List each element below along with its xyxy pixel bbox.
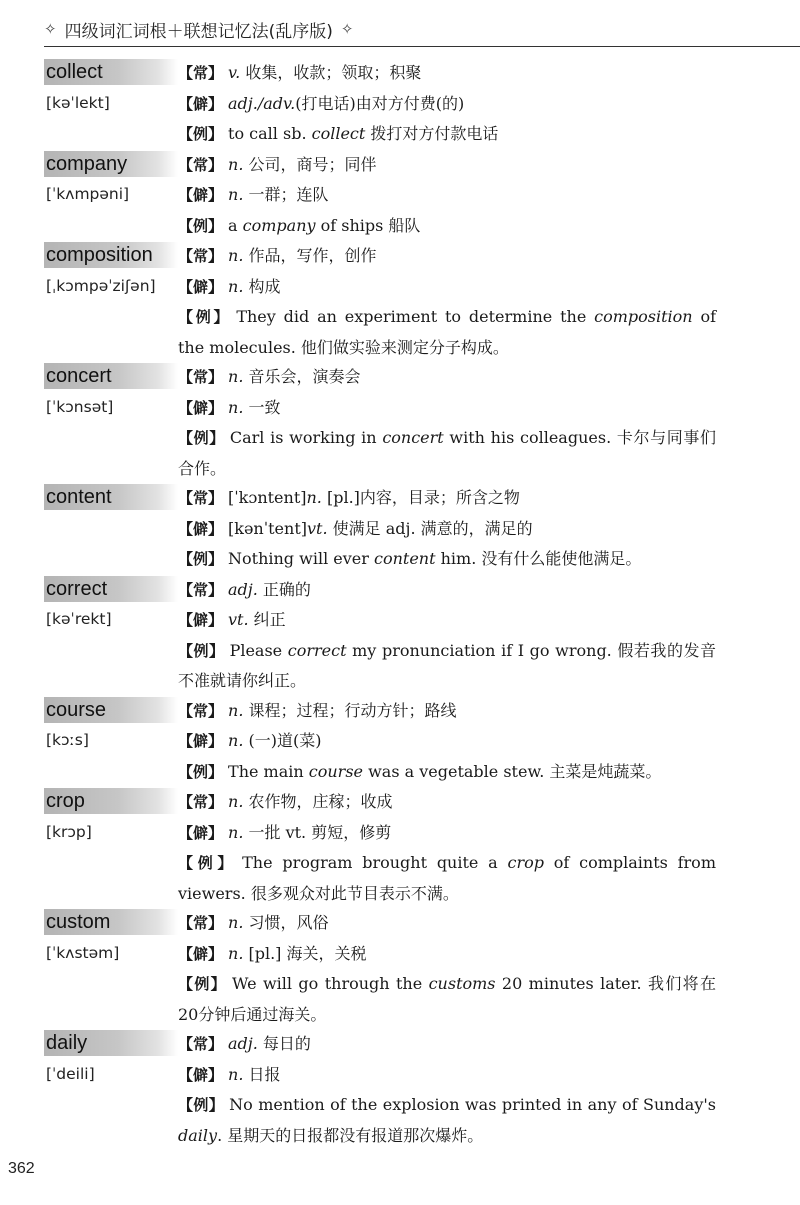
- example-line: [44, 1090, 716, 1150]
- phonetic: [ˈdeili]: [46, 1064, 95, 1083]
- example-keyword: course: [308, 761, 363, 781]
- common-meaning: 音乐会，演奏会: [243, 367, 361, 386]
- common-line: [44, 362, 716, 393]
- entry-company: [44, 150, 716, 242]
- running-header: [44, 14, 353, 44]
- example-line: [44, 848, 716, 908]
- common-line: [44, 1029, 716, 1060]
- example-translation: with his colleagues. 卡尔与同事们合作。: [178, 428, 716, 478]
- common-tag: 【常】: [178, 793, 224, 811]
- example-text: Please: [229, 640, 288, 660]
- common-line: [44, 696, 716, 727]
- headword: custom: [44, 909, 178, 935]
- common-line: [44, 575, 716, 606]
- example-line: [44, 211, 716, 242]
- example-keyword: concert: [382, 428, 444, 447]
- rare-meaning: [pl.] 海关，关税: [243, 943, 367, 963]
- example-line: [44, 423, 716, 483]
- example-text: We will go through the: [231, 974, 429, 993]
- rare-line: [44, 180, 716, 211]
- rare-pos: vt.: [307, 518, 328, 538]
- phonetic: [krɔp]: [46, 822, 92, 841]
- headword: company: [44, 151, 178, 177]
- example-line: [44, 636, 716, 696]
- example-tag: 【例】: [178, 762, 224, 781]
- example-translation: of the molecules. 他们做实验来测定分子构成。: [178, 307, 716, 357]
- common-tag: 【常】: [178, 914, 224, 932]
- rare-line: [44, 514, 716, 545]
- common-pos: n.: [228, 700, 244, 720]
- example-line: [44, 969, 716, 1029]
- rare-pos: n.: [228, 276, 244, 296]
- example-text: Nothing will ever: [228, 549, 374, 568]
- example-translation: . 星期天的日报都没有报道那次爆炸。: [217, 1125, 484, 1145]
- rare-line: [44, 818, 716, 849]
- book-title: 四级词汇词根＋联想记忆法(乱序版): [64, 21, 333, 42]
- rare-phonetic: [kənˈtent]: [228, 518, 307, 538]
- rare-meaning: 一批 vt. 剪短，修剪: [243, 822, 392, 842]
- rare-tag: 【僻】: [178, 611, 224, 629]
- example-tag: 【例】: [178, 429, 225, 447]
- entry-concert: [44, 362, 716, 483]
- entry-crop: [44, 787, 716, 908]
- rare-tag: 【僻】: [178, 277, 224, 296]
- common-pos: n.: [228, 246, 244, 265]
- common-line: [44, 241, 716, 272]
- example-text: The main: [228, 761, 309, 781]
- rare-meaning: 构成: [243, 276, 281, 296]
- common-meaning: 课程；过程；行动方针；路线: [243, 700, 457, 720]
- example-tag: 【例】: [178, 125, 224, 143]
- rare-meaning: (打电话)由对方付费(的): [295, 93, 465, 113]
- common-phonetic: [ˈkɔntent]: [228, 488, 307, 507]
- common-line: [44, 150, 716, 181]
- rare-tag: 【僻】: [178, 732, 224, 750]
- rare-pos: n.: [228, 397, 244, 417]
- rare-pos: adj./adv.: [228, 93, 296, 113]
- example-keyword: content: [373, 549, 436, 568]
- rare-line: [44, 393, 716, 424]
- example-text: They did an experiment to determine the: [236, 307, 595, 326]
- example-translation: of complaints from viewers. 很多观众对此节目表示不满。: [178, 853, 716, 903]
- headword: content: [44, 484, 178, 510]
- headword: concert: [44, 363, 178, 389]
- example-line: [44, 119, 716, 150]
- rare-line: [44, 272, 716, 303]
- example-keyword: collect: [311, 124, 366, 143]
- headword: crop: [44, 788, 178, 814]
- entry-course: [44, 696, 716, 788]
- rare-tag: 【僻】: [178, 944, 224, 963]
- phonetic: [kɔːs]: [46, 731, 89, 749]
- entry-custom: [44, 908, 716, 1029]
- example-tag: 【例】: [178, 641, 225, 660]
- common-meaning: 习惯，风俗: [243, 913, 329, 932]
- entry-composition: [44, 241, 716, 362]
- headword: correct: [44, 576, 178, 602]
- rare-pos: n.: [228, 731, 244, 750]
- rare-pos: n.: [228, 185, 244, 204]
- common-pos: adj.: [228, 1034, 258, 1053]
- example-line: [44, 302, 716, 362]
- common-tag: 【常】: [178, 155, 224, 174]
- common-pos: n.: [306, 488, 322, 507]
- example-text: The program brought quite a: [242, 853, 508, 872]
- header-rule: [44, 46, 800, 47]
- common-tag: 【常】: [178, 489, 224, 507]
- rare-line: [44, 726, 716, 757]
- phonetic: [ˈkʌmpəni]: [46, 185, 130, 203]
- entry-collect: [44, 58, 716, 150]
- common-meaning: 作品，写作，创作: [243, 246, 377, 265]
- common-meaning: [pl.]内容，目录；所含之物: [321, 488, 520, 507]
- example-text: a: [228, 215, 243, 235]
- rare-pos: n.: [228, 1064, 244, 1084]
- example-text: to call sb.: [228, 124, 312, 143]
- entry-list: [44, 58, 716, 1150]
- rare-line: [44, 605, 716, 636]
- example-tag: 【例】: [178, 975, 227, 993]
- rare-pos: n.: [228, 822, 244, 842]
- rare-line: [44, 89, 716, 120]
- example-text: No mention of the explosion was printed in any of Sunday's: [229, 1095, 716, 1114]
- headword: composition: [44, 242, 178, 268]
- example-keyword: company: [242, 215, 316, 235]
- example-translation: him. 没有什么能使他满足。: [435, 549, 642, 568]
- common-tag: 【常】: [178, 247, 224, 265]
- common-line: [44, 483, 716, 514]
- common-pos: n.: [228, 913, 244, 932]
- example-translation: was a vegetable stew. 主菜是炖蔬菜。: [363, 761, 662, 781]
- common-meaning: 农作物，庄稼；收成: [243, 792, 393, 811]
- rare-tag: 【僻】: [178, 1065, 224, 1084]
- common-pos: n.: [228, 154, 244, 174]
- headword: course: [44, 697, 178, 723]
- example-tag: 【例】: [178, 216, 224, 235]
- ornament-left-icon: ✧: [44, 20, 57, 38]
- example-keyword: composition: [594, 307, 693, 326]
- common-pos: n.: [228, 792, 244, 811]
- rare-pos: n.: [228, 943, 244, 963]
- page-number: 362: [8, 1160, 35, 1177]
- example-tag: 【例】: [178, 308, 232, 326]
- rare-pos: vt.: [228, 610, 249, 629]
- example-translation: of ships 船队: [315, 215, 421, 235]
- rare-meaning: 一致: [243, 397, 281, 417]
- rare-line: [44, 939, 716, 970]
- rare-tag: 【僻】: [178, 398, 224, 417]
- entry-content: [44, 483, 716, 575]
- phonetic: [kəˈlekt]: [46, 93, 110, 112]
- common-pos: n.: [228, 367, 244, 386]
- common-line: [44, 908, 716, 939]
- phonetic: [kəˈrekt]: [46, 610, 112, 628]
- example-keyword: crop: [507, 853, 544, 872]
- rare-tag: 【僻】: [178, 823, 224, 842]
- example-keyword: correct: [287, 640, 347, 660]
- example-tag: 【例】: [178, 854, 238, 872]
- example-translation: 拨打对方付款电话: [365, 124, 499, 143]
- headword: collect: [44, 59, 178, 85]
- rare-tag: 【僻】: [178, 186, 224, 204]
- example-translation: 20 minutes later. 我们将在20分钟后通过海关。: [178, 974, 716, 1024]
- example-text: Carl is working in: [229, 428, 383, 447]
- common-meaning: 公司，商号；同伴: [243, 154, 377, 174]
- common-line: [44, 787, 716, 818]
- rare-meaning: 一群；连队: [243, 185, 329, 204]
- phonetic: [ˈkʌstəm]: [46, 943, 120, 962]
- example-tag: 【例】: [178, 550, 224, 568]
- phonetic: [ˌkɔmpəˈziʃən]: [46, 276, 156, 295]
- example-keyword: daily: [178, 1125, 218, 1145]
- rare-meaning: 纠正: [248, 610, 286, 629]
- common-tag: 【常】: [178, 1035, 224, 1053]
- common-meaning: 每日的: [257, 1034, 311, 1053]
- common-line: [44, 58, 716, 89]
- common-meaning: 正确的: [257, 579, 311, 599]
- common-pos: v.: [228, 63, 241, 82]
- rare-meaning: 日报: [243, 1064, 281, 1084]
- example-translation: my pronunciation if I go wrong. 假若我的发音不准就请你纠正。: [178, 640, 716, 690]
- headword: daily: [44, 1030, 178, 1056]
- phonetic: [ˈkɔnsət]: [46, 397, 114, 416]
- common-meaning: 收集，收款；领取；积聚: [240, 63, 422, 82]
- example-line: [44, 757, 716, 788]
- common-pos: adj.: [228, 579, 258, 599]
- rare-tag: 【僻】: [178, 94, 224, 113]
- example-keyword: customs: [428, 974, 496, 993]
- example-line: [44, 544, 716, 575]
- entry-daily: [44, 1029, 716, 1150]
- common-tag: 【常】: [178, 701, 224, 720]
- rare-meaning: 使满足 adj. 满意的，满足的: [327, 518, 533, 538]
- common-tag: 【常】: [178, 580, 224, 599]
- rare-tag: 【僻】: [178, 519, 224, 538]
- example-tag: 【例】: [178, 1096, 225, 1114]
- common-tag: 【常】: [178, 64, 224, 82]
- rare-meaning: (一)道(菜): [243, 731, 322, 750]
- entry-correct: [44, 575, 716, 696]
- rare-line: [44, 1060, 716, 1091]
- common-tag: 【常】: [178, 368, 224, 386]
- ornament-right-icon: ✧: [340, 20, 354, 38]
